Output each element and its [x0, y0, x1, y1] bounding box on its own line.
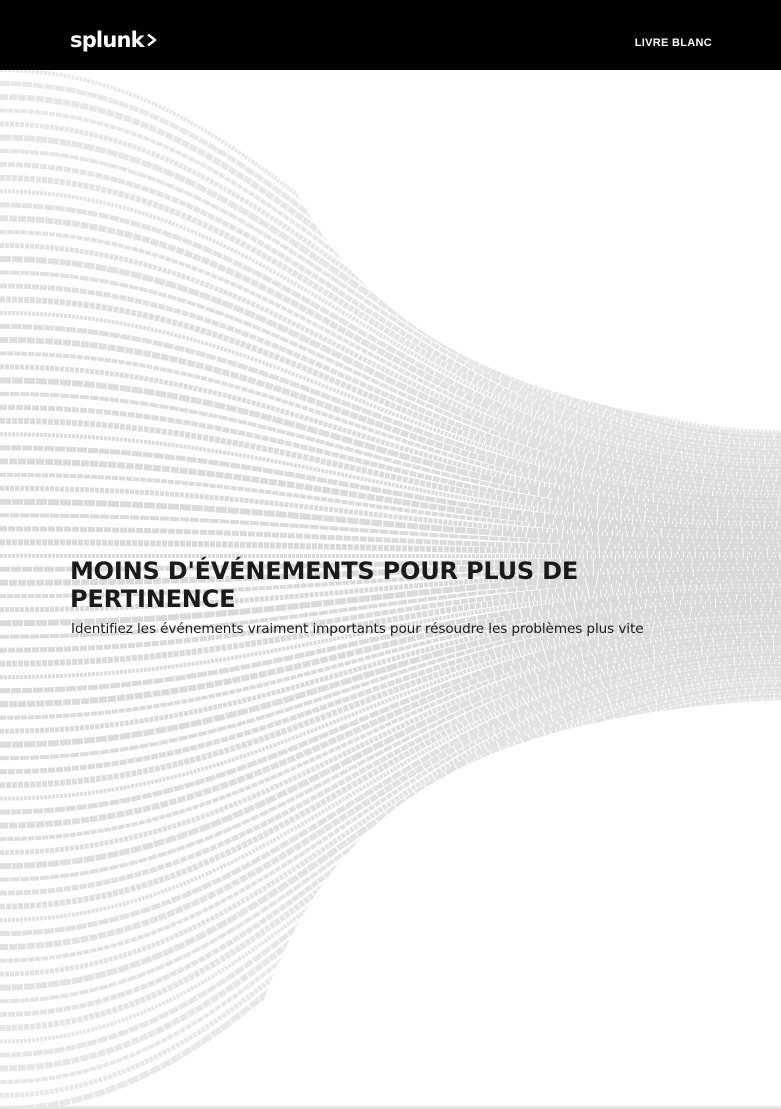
- logo-wordmark: splunk: [70, 28, 144, 52]
- page-title: MOINS D'ÉVÉNEMENTS POUR PLUS DE PERTINENCE: [70, 557, 579, 613]
- log-line: [0, 138, 781, 450]
- page-subtitle: Identifiez les événements vraiment importants pour résoudre les problèmes plus vite: [71, 621, 644, 637]
- log-line: [0, 111, 781, 443]
- log-line: [0, 670, 781, 1001]
- splunk-logo: [70, 26, 157, 54]
- header-bar: [0, 0, 781, 70]
- document-type-label: LIVRE BLANC: [634, 37, 712, 49]
- chevron-right-icon: [146, 33, 157, 47]
